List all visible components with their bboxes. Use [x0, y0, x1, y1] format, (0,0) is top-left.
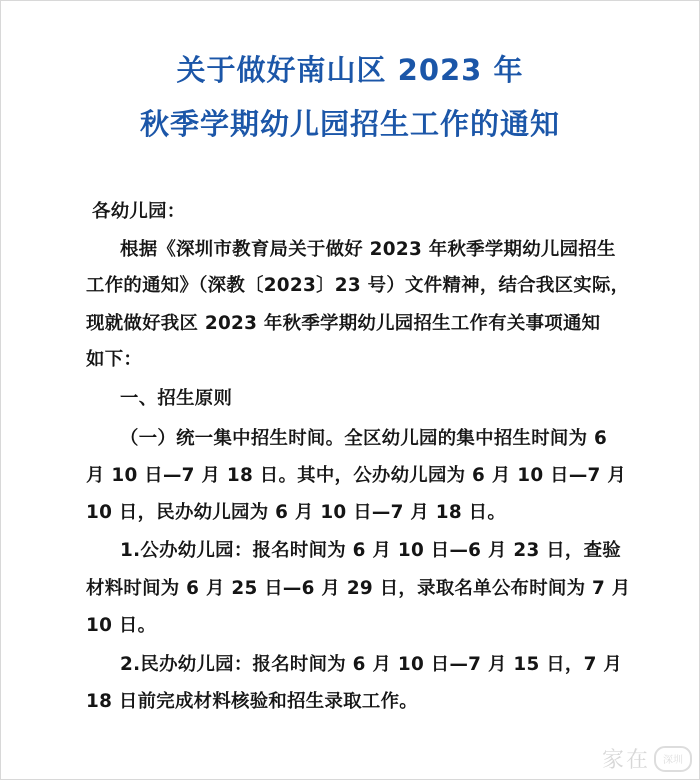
- item-1-1-line-2: 材料时间为 6 月 25 日—6 月 29 日，录取名单公布时间为 7 月: [86, 578, 631, 599]
- item-1-2-line-1: 2.民办幼儿园：报名时间为 6 月 10 日—7 月 15 日，7 月: [120, 654, 623, 675]
- paragraph-1-line-1: 根据《深圳市教育局关于做好 2023 年秋季学期幼儿园招生: [120, 239, 616, 260]
- item-1-line-3: 10 日，民办幼儿园为 6 月 10 日—7 月 18 日。: [86, 502, 507, 523]
- document-title-line-1: 关于做好南山区 2023 年: [176, 53, 524, 87]
- section-1-heading: 一、招生原则: [120, 388, 233, 409]
- watermark-logo: 家在: [601, 748, 650, 773]
- site-watermark: [602, 743, 692, 774]
- item-1-1-line-1: 1.公办幼儿园：报名时间为 6 月 10 日—6 月 23 日，查验: [120, 540, 622, 561]
- paragraph-1-line-4: 如下：: [86, 349, 143, 370]
- paragraph-1-line-2: 工作的通知》（深教〔2023〕23 号）文件精神，结合我区实际，: [86, 275, 630, 296]
- item-1-2-line-2: 18 日前完成材料核验和招生录取工作。: [86, 691, 418, 712]
- item-1-line-2: 月 10 日—7 月 18 日。其中，公办幼儿园为 6 月 10 日—7 月: [86, 465, 627, 486]
- document-title-line-2: 秋季学期幼儿园招生工作的通知: [139, 107, 560, 141]
- item-1-line-1: （一）统一集中招生时间。全区幼儿园的集中招生时间为 6: [120, 428, 608, 449]
- salutation: 各幼儿园：: [92, 201, 186, 222]
- paragraph-1-line-3: 现就做好我区 2023 年秋季学期幼儿园招生工作有关事项通知: [86, 313, 601, 334]
- watermark-stamp: 深圳: [654, 746, 692, 772]
- item-1-1-line-3: 10 日。: [86, 615, 157, 636]
